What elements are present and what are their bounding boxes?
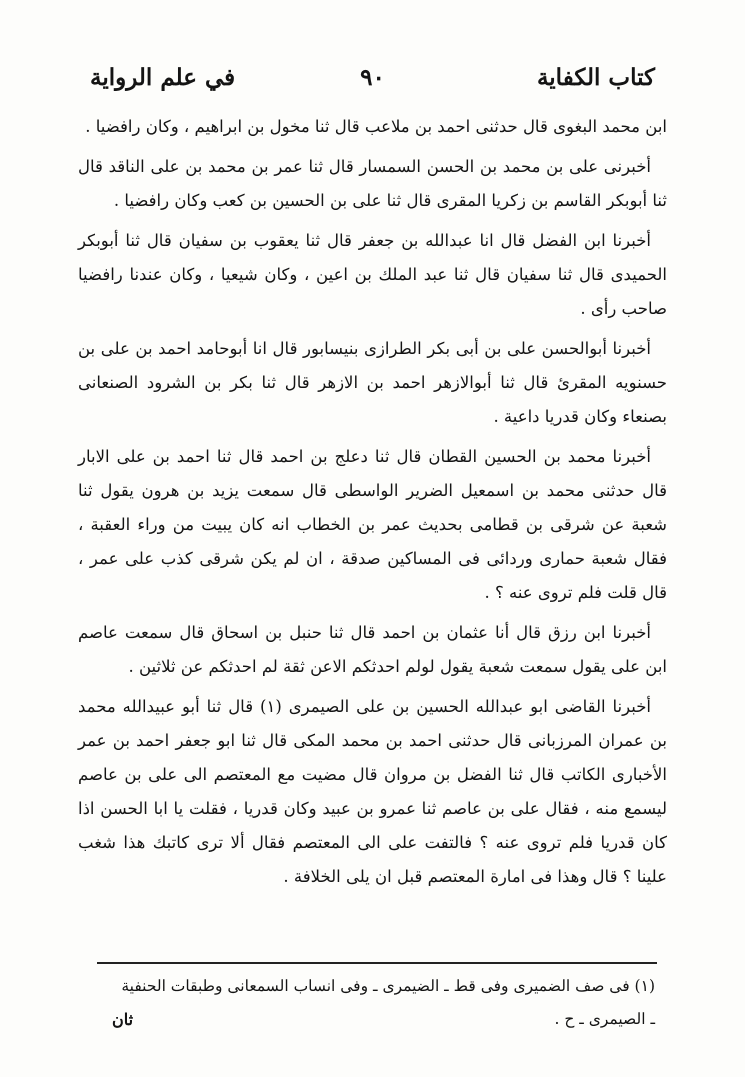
- main-text: [78, 110, 667, 900]
- footnote: (١) فى صف الضميرى وفى قط ـ الضيمرى ـ وفى انساب السمعانى وطبقات الحنفية ـ الصيمرى ـ ح .: [121, 977, 655, 1028]
- paragraph-5: أخبرنا محمد بن الحسين القطان قال ثنا دعلج بن احمد قال ثنا احمد بن على الابار قال حدثنى محمد بن اسمعيل الضرير الواسطى قال سمعت يزيد بن هرون يقول ثنا شعبة عن شرقى بن قطامى بحديث عمر بن الخطاب انه كان يبيت من وراء العقبة ، فقال شعبة حمارى وردائى فى المساكين صدقة ، ان لم يكن شرقى كذب على عمر ، قال قلت فلم تروى عنه ؟ .: [78, 447, 667, 602]
- book-title: كتاب الكفاية: [536, 64, 655, 91]
- paragraph-3: أخبرنا ابن الفضل قال انا عبدالله بن جعفر قال ثنا يعقوب بن سفيان قال ثنا أبوبكر الحميدى قال ثنا سفيان قال ثنا عبد الملك بن اعين ، وكان شيعيا ، وكان عندنا رافضيا صاحب رأى .: [78, 231, 667, 318]
- footnote-divider: [97, 962, 657, 964]
- paragraph-4: أخبرنا أبوالحسن على بن أبى بكر الطرازى بنيسابور قال انا أبوحامد احمد بن على بن حسنويه المقرئ قال ثنا أبوالازهر احمد بن الازهر قال ثنا بكر بن الشرود الصنعانى بصنعاء وكان قدريا داعية .: [78, 339, 667, 426]
- paragraph-1: ابن محمد البغوى قال حدثنى احمد بن ملاعب قال ثنا مخول بن ابراهيم ، وكان رافضيا .: [85, 117, 667, 136]
- page-subtitle: في علم الرواية: [90, 64, 236, 91]
- paragraph-2: أخبرنى على بن محمد بن الحسن السمسار قال ثنا عمر بن محمد بن على الناقد قال ثنا أبوبكر القاسم بن زكريا المقرى قال ثنا على بن الحسين بن كعب وكان رافضيا .: [78, 157, 667, 210]
- paragraph-6: أخبرنا ابن رزق قال أنا عثمان بن احمد قال ثنا حنبل بن اسحاق قال سمعت عاصم ابن على يقول سمعت شعبة يقول لولم احدثكم الاعن ثقة لم احدثكم عن ثلاثين .: [78, 623, 667, 676]
- page-number: ٩٠: [360, 64, 385, 91]
- page-header: [90, 64, 655, 104]
- paragraph-7: أخبرنا القاضى ابو عبدالله الحسين بن على الصيمرى (١) قال ثنا أبو عبيدالله محمد بن عمران المرزبانى قال حدثنى احمد بن محمد المكى قال ثنا ابو جعفر احمد بن عمر الأخبارى الكاتب قال ثنا الفضل بن مروان قال مضيت مع المعتصم الى على بن عاصم ليسمع منه ، فقال على بن عاصم ثنا عمرو بن عبيد وكان قدريا ، فقلت يا ابا الحسن اذا كان قدريا فلم تروى عنه ؟ فالتفت على الى المعتصم فقال ألا ترى كاتبك هذا شغب علينا ؟ قال وهذا فى امارة المعتصم قبل ان يلى الخلافة .: [78, 697, 667, 886]
- signature-mark: ثان: [112, 1010, 134, 1029]
